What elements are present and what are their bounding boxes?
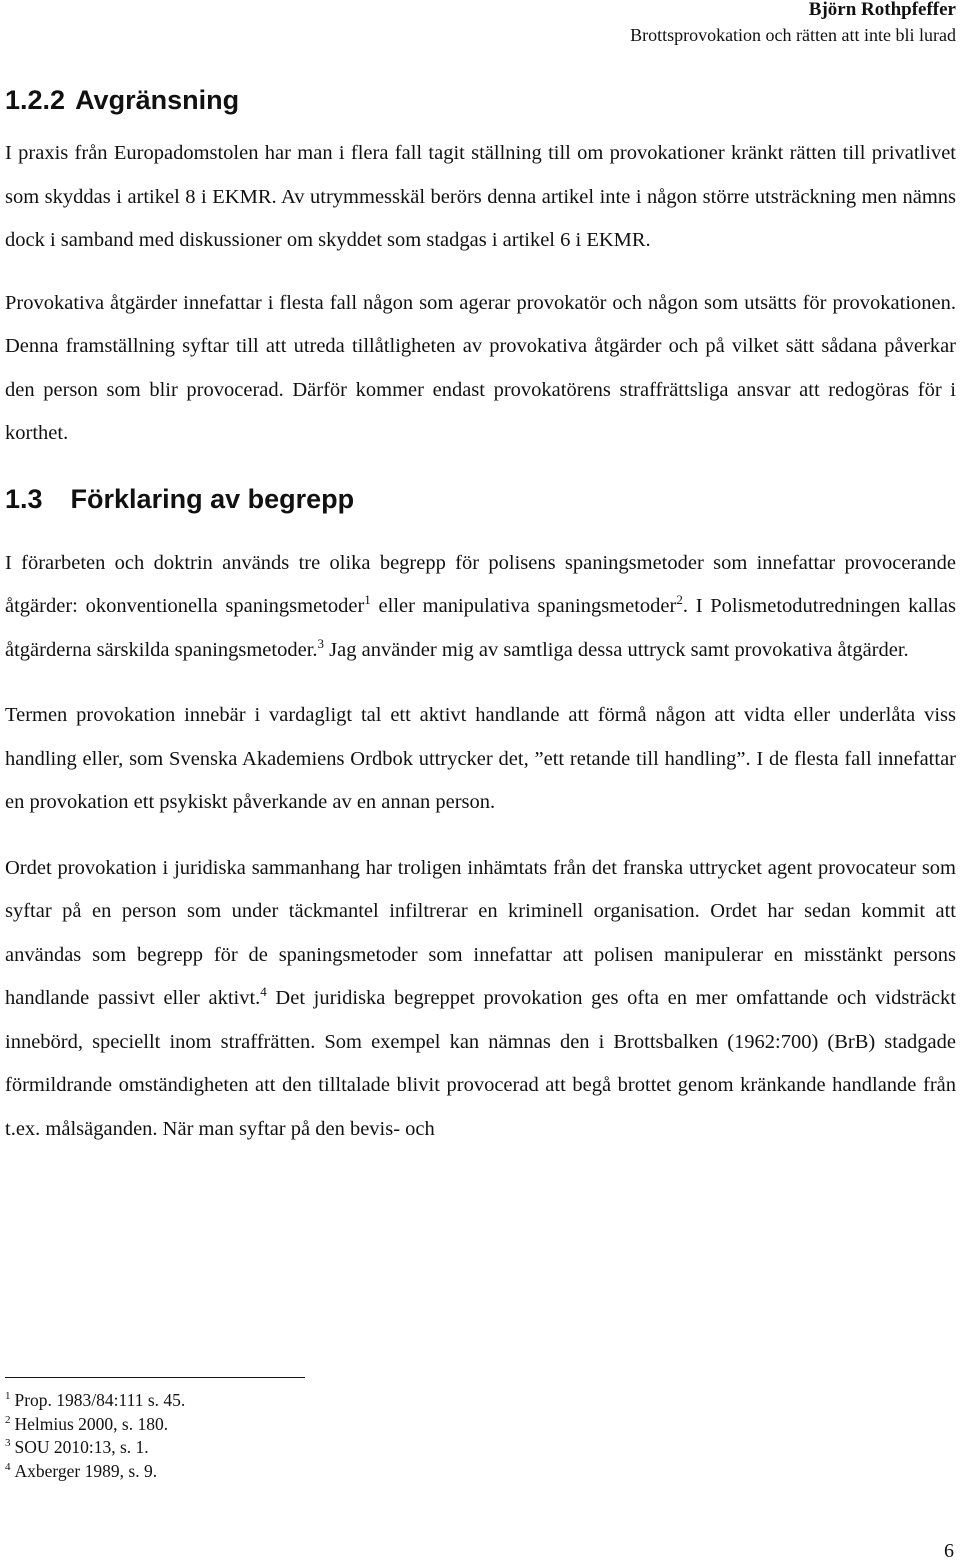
footnote-number: 2 — [5, 1413, 11, 1426]
footnote-number: 3 — [5, 1437, 11, 1449]
page-number: 6 — [944, 1540, 954, 1562]
paragraph-text: Ordet provokation i juridiska sammanhang har troligen inhämtats från det franska uttrycket agent provocateur som syftar på en person som under täckmantel infiltrerar en kriminell organisation. Ordet har sedan kommit att användas som begrepp för de spaningsmetoder som innefattar att polisen manipulerar en misstänkt persons handlande passivt eller aktivt. — [5, 856, 956, 1009]
footnotes — [5, 1389, 185, 1483]
footnote-item — [5, 1413, 185, 1437]
section-heading-avgransning — [5, 80, 956, 120]
paragraph-termen-provokation: Termen provokation innebär i vardagligt tal ett aktivt handlande att förmå någon att vidta eller underlåta viss handling eller, som Svenska Akademiens Ordbok uttrycker det, ”ett retande till handling”. I de flesta fall innefattar en provokation ett psykiskt påverkande av en annan person. — [5, 704, 956, 813]
paragraph-praxis: I praxis från Europadomstolen har man i flera fall tagit ställning till om provokationer kränkt rätten till privatlivet som skyddas i artikel 8 i EKMR. Av utrymmesskäl berörs denna artikel inte i någon större utsträckning men nämns dock i samband med diskussioner om skyddet som stadgas i artikel 6 i EKMR. — [5, 142, 956, 251]
footnote-ref-1[interactable]: 1 — [364, 592, 371, 607]
section-title: Förklaring av begrepp — [70, 483, 355, 514]
paragraph-text: eller manipulativa spaningsmetoder — [370, 595, 677, 617]
paragraph-ordet-provokation — [5, 847, 956, 1152]
paragraph-text: I förarbeten och doktrin används tre olika begrepp för polisens spaningsmetoder som innefattar provocerande åtgärder: okonventionella spaningsmetoder — [5, 551, 956, 617]
footnote-separator — [5, 1377, 305, 1378]
section-number: 1.3 — [5, 483, 43, 514]
footnote-ref-4[interactable]: 4 — [260, 984, 267, 999]
header-author: Björn Rothpfeffer — [808, 0, 956, 20]
footnote-text: Helmius 2000, s. 180. — [14, 1413, 169, 1434]
footnote-item — [5, 1389, 185, 1413]
footnote-text: Axberger 1989, s. 9. — [14, 1460, 158, 1481]
paragraph-text: Jag använder mig av samtliga dessa uttryck samt provokativa åtgärder. — [324, 638, 909, 661]
footnote-ref-2[interactable]: 2 — [676, 592, 683, 607]
footnote-number: 4 — [5, 1460, 11, 1473]
paragraph-begrepp — [5, 542, 956, 673]
footnote-text: Prop. 1983/84:111 s. 45. — [14, 1390, 186, 1410]
footnote-number: 1 — [5, 1390, 11, 1402]
section-title: Avgränsning — [75, 85, 240, 115]
footnote-ref-3[interactable]: 3 — [317, 635, 325, 651]
section-number: 1.2.2 — [5, 85, 66, 115]
header-document-title: Brottsprovokation och rätten att inte bli lurad — [630, 25, 956, 45]
footnote-item — [5, 1436, 185, 1460]
section-heading-forklaring-av-begrepp — [5, 479, 956, 519]
paragraph-text: . I Polismetodutredningen kallas åtgärderna särskilda spaningsmetoder. — [5, 595, 956, 661]
paragraph-provokativa-atgarder: Provokativa åtgärder innefattar i flesta fall någon som agerar provokatör och någon som utsätts för provokationen. Denna framställning syftar till att utreda tillåtligheten av provokativa åtgärder och på vilket sätt sådana påverkar den person som blir provocerad. Därför kommer endast provokatörens straffrättsliga ansvar att redogöras för i korthet. — [5, 291, 956, 444]
paragraph-text: Det juridiska begreppet provokation ges ofta en mer omfattande och vidsträckt innebörd, speciellt inom straffrätten. Som exempel kan nämnas den i Brottsbalken (1962:700) (BrB) stadgade förmildrande omständigheten att den tilltalade blivit provocerad att begå brottet genom kränkande handlande från t.ex. målsäganden. När man syftar på den bevis- och — [5, 987, 956, 1140]
footnote-item — [5, 1460, 185, 1484]
running-header — [630, 0, 956, 46]
page-body — [5, 80, 956, 1151]
footnote-text: SOU 2010:13, s. 1. — [14, 1437, 149, 1457]
